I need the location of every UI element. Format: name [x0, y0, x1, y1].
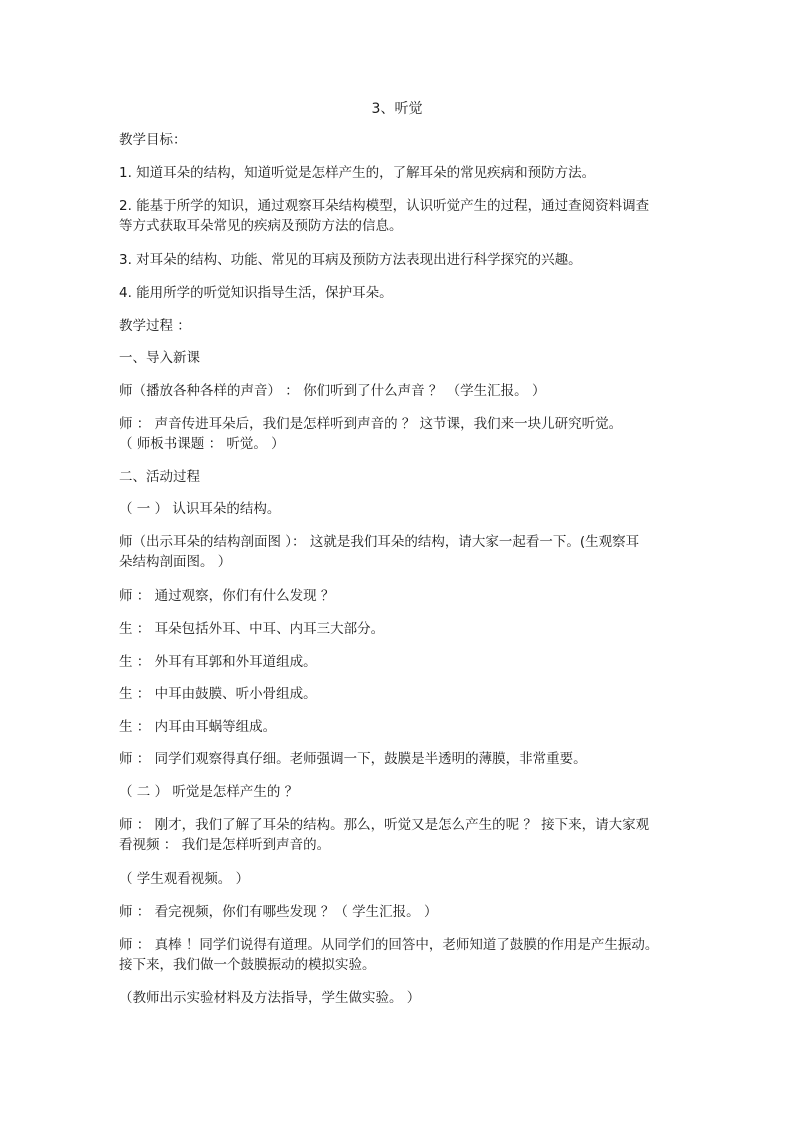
text-line: 师 ： 声音传进耳朵后，我们是怎样听到声音的 ？ 这节课，我们来一块儿研究听觉。 — [119, 416, 623, 432]
paragraph-dialogue — [119, 652, 689, 672]
text-line: 4. 能用所学的听觉知识指导生活，保护耳朵。 — [119, 285, 393, 301]
paragraph-subsection-2 — [119, 782, 689, 802]
paragraph-dialogue — [119, 902, 689, 922]
paragraph-dialogue — [119, 684, 689, 704]
paragraph-section-1-heading — [119, 348, 689, 368]
paragraph-goal-4 — [119, 283, 689, 303]
paragraph-dialogue — [119, 815, 689, 855]
paragraph-dialogue — [119, 619, 689, 639]
paragraph-dialogue — [119, 935, 689, 975]
text-line: 等方式获取耳朵常见的疾病及预防方法的信息。 — [119, 218, 403, 234]
text-line: 教学目标： — [119, 132, 187, 148]
text-line: 师（出示耳朵的结构剖面图 ）： 这就是我们耳朵的结构，请大家一起看一下。(生观察耳 — [119, 534, 640, 550]
paragraph-dialogue — [119, 414, 689, 454]
paragraph-section-2-heading — [119, 467, 689, 487]
text-line: （ 学生观看视频。 ） — [119, 871, 250, 887]
paragraph-dialogue — [119, 532, 689, 572]
paragraph-dialogue — [119, 586, 689, 606]
paragraph-process-heading — [119, 316, 689, 336]
text-line: 3. 对耳朵的结构、功能、常见的耳病及预防方法表现出进行科学探究的兴趣。 — [119, 252, 582, 268]
paragraph-goal-3 — [119, 250, 689, 270]
text-line: 1. 知道耳朵的结构，知道听觉是怎样产生的，了解耳朵的常见疾病和预防方法。 — [119, 165, 596, 181]
text-line: 师 ： 看完视频，你们有哪些发现 ？（ 学生汇报。 ） — [119, 904, 438, 920]
text-line: 看视频 ： 我们是怎样听到声音的。 — [119, 837, 331, 853]
paragraph-subsection-1 — [119, 499, 689, 519]
paragraph-goal-2 — [119, 196, 689, 236]
text-line: 师（播放各种各样的声音） ： 你们听到了什么声音 ？ （学生汇报。 ） — [119, 383, 546, 399]
text-line: 师 ： 同学们观察得真仔细。老师强调一下，鼓膜是半透明的薄膜，非常重要。 — [119, 751, 587, 767]
text-line: 2. 能基于所学的知识，通过观察耳朵结构模型，认识听觉产生的过程，通过查阅资料调查 — [119, 198, 650, 214]
text-line: 生 ： 外耳有耳郭和外耳道组成。 — [119, 654, 317, 670]
text-line: 生 ： 内耳由耳蜗等组成。 — [119, 719, 277, 735]
text-line: 生 ： 中耳由鼓膜、听小骨组成。 — [119, 686, 317, 702]
document-title: 3、听觉 — [371, 101, 423, 117]
paragraph-dialogue — [119, 869, 689, 889]
paragraph-dialogue — [119, 381, 689, 401]
paragraph-goal-1 — [119, 163, 689, 183]
paragraph-dialogue — [119, 717, 689, 737]
text-line: 一、导入新课 — [119, 350, 200, 366]
text-line: 教学过程 ： — [119, 318, 191, 334]
text-line: （ 一 ） 认识耳朵的结构。 — [119, 501, 281, 517]
text-line: 朵结构剖面图。 ） — [119, 554, 232, 570]
paragraph-teaching-goals-heading — [119, 130, 689, 150]
text-line: 接下来，我们做一个鼓膜振动的模拟实验。 — [119, 957, 376, 973]
text-line: 师 ： 通过观察，你们有什么发现 ？ — [119, 588, 335, 604]
text-line: 师 ： 真棒 ！同学们说得有道理。从同学们的回答中，老师知道了鼓膜的作用是产生振动。 — [119, 937, 659, 953]
text-line: （教师出示实验材料及方法指导，学生做实验。 ） — [119, 990, 421, 1006]
paragraph-dialogue — [119, 749, 689, 769]
text-line: 师 ： 刚才，我们了解了耳朵的结构。那么，听觉又是怎么产生的呢 ？ 接下来，请大家观 — [119, 817, 650, 833]
paragraph-dialogue — [119, 988, 689, 1008]
text-line: （ 二 ） 听觉是怎样产生的 ？ — [119, 784, 299, 800]
text-line: （ 师板书课题 ： 听觉。 ） — [119, 436, 285, 452]
text-line: 二、活动过程 — [119, 469, 200, 485]
text-line: 生 ： 耳朵包括外耳、中耳、内耳三大部分。 — [119, 621, 385, 637]
